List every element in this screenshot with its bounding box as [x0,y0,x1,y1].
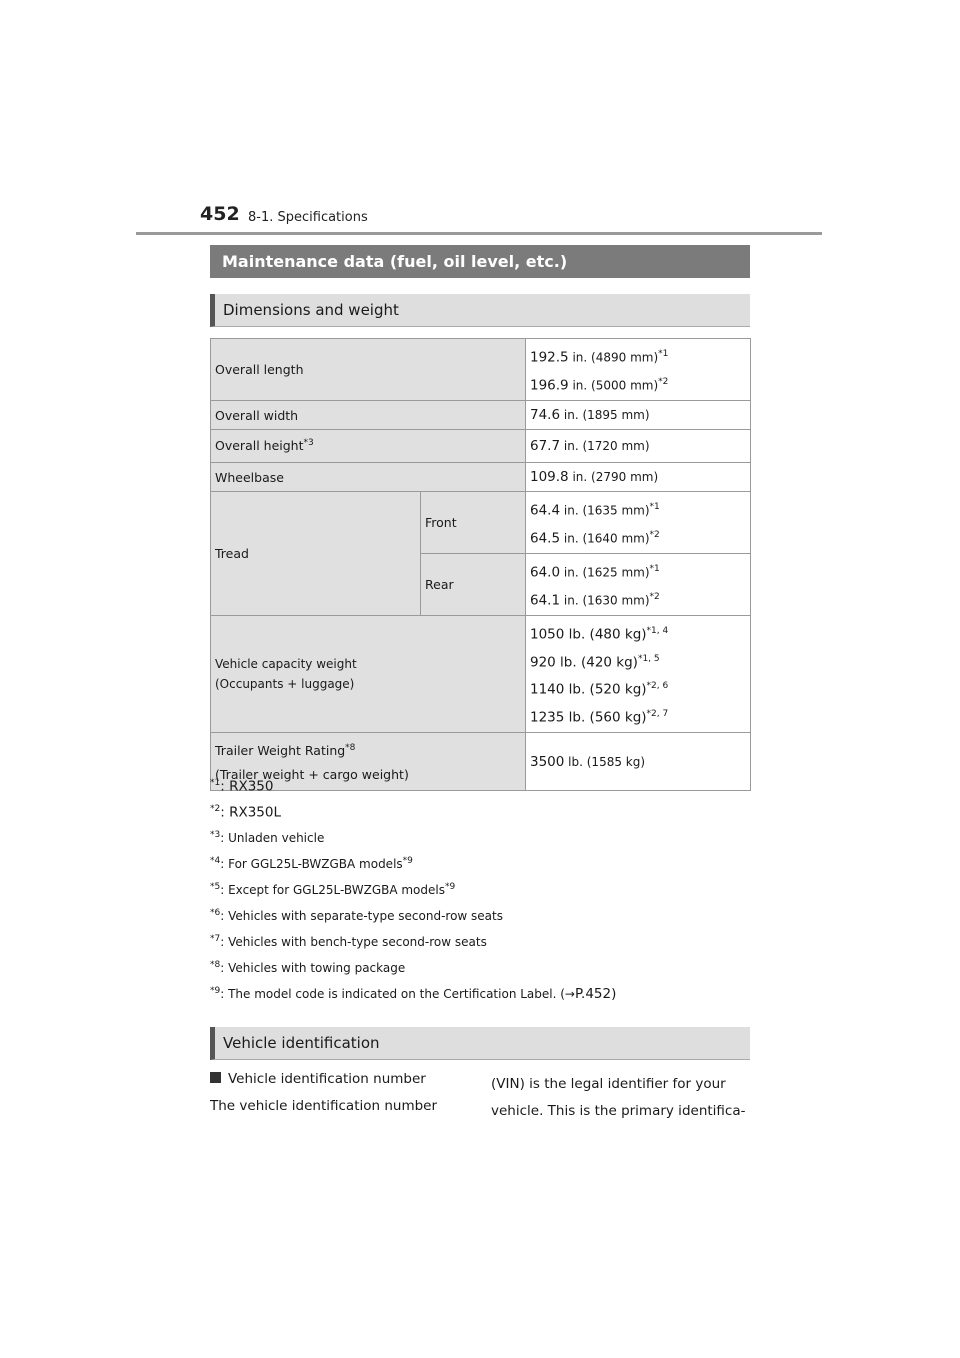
footnote: $^{*3}$: Unladen vehicle [210,830,325,845]
overall-height-label: Overall height$^{*3}$ [211,430,526,463]
dimensions-heading: Dimensions and weight [210,294,750,327]
vin-left-text: The vehicle identification number [210,1098,438,1114]
capacity-label: Vehicle capacity weight (Occupants + luggage) [211,616,526,733]
footnotes [210,770,616,1004]
wheelbase-label: Wheelbase [211,463,526,492]
table-row [211,616,751,733]
arrow-right-icon: → [564,987,575,1001]
footnote: $^{*4}$: For GGL25L-BWZGBA models$^{*9}$ [210,856,413,871]
chapter-title: 8-1. Specifications [248,210,368,225]
page-number: 452 [200,203,240,225]
vin-subheading: Vehicle identification number [210,1071,426,1087]
tread-rear-value: 64.0 in. (1625 mm)$^{*1}$ 64.1 in. (1630 mm)$^{*2}$ [526,554,751,616]
footnote: $^{*7}$: Vehicles with bench-type second-row seats [210,934,487,949]
footnote: $^{*6}$: Vehicles with separate-type second-row seats [210,908,503,923]
capacity-value: 1050 lb. (480 kg)$^{*1, 4}$ 920 lb. (420 kg)$^{*1, 5}$ 1140 lb. (520 kg)$^{*2, 6}$ 1235 lb. (560 kg)$^{*2, 7}$ [526,616,751,733]
overall-length-value: 192.5 in. (4890 mm)$^{*1}$ 196.9 in. (5000 mm)$^{*2}$ [526,339,751,401]
vehicle-identification-heading: Vehicle identification [210,1027,750,1060]
vin-right-text: (VIN) is the legal identifier for your vehicle. This is the primary identifica- [491,1076,746,1119]
tread-front-label: Front [421,492,526,554]
footnote: $^{*5}$: Except for GGL25L-BWZGBA models$^{*9}$ [210,882,456,897]
overall-height-value: 67.7 in. (1720 mm) [526,430,751,463]
overall-width-label: Overall width [211,401,526,430]
footnote: $^{*8}$: Vehicles with towing package [210,960,406,975]
footnote: $^{*1}$: RX350 [210,778,274,795]
wheelbase-value: 109.8 in. (2790 mm) [526,463,751,492]
table-row [211,430,751,463]
trailer-label: Trailer Weight Rating$^{*8}$ (Trailer weight + cargo weight) [211,733,526,791]
table-row [211,401,751,430]
overall-width-value: 74.6 in. (1895 mm) [526,401,751,430]
trailer-value: 3500 lb. (1585 kg) [526,733,751,791]
tread-label: Tread [211,492,421,616]
footnote: $^{*2}$: RX350L [210,804,281,821]
tread-rear-label: Rear [421,554,526,616]
section-title: Maintenance data (fuel, oil level, etc.) [210,245,750,278]
table-row [211,463,751,492]
table-row [211,339,751,401]
overall-length-label: Overall length [211,339,526,401]
square-bullet-icon [210,1072,221,1083]
header-rule [136,232,822,235]
dimensions-table [210,338,751,791]
table-row [211,492,751,554]
footnote: $^{*9}$: The model code is indicated on the Certification Label. (→P.452) [210,986,617,1002]
tread-front-value: 64.4 in. (1635 mm)$^{*1}$ 64.5 in. (1640 mm)$^{*2}$ [526,492,751,554]
